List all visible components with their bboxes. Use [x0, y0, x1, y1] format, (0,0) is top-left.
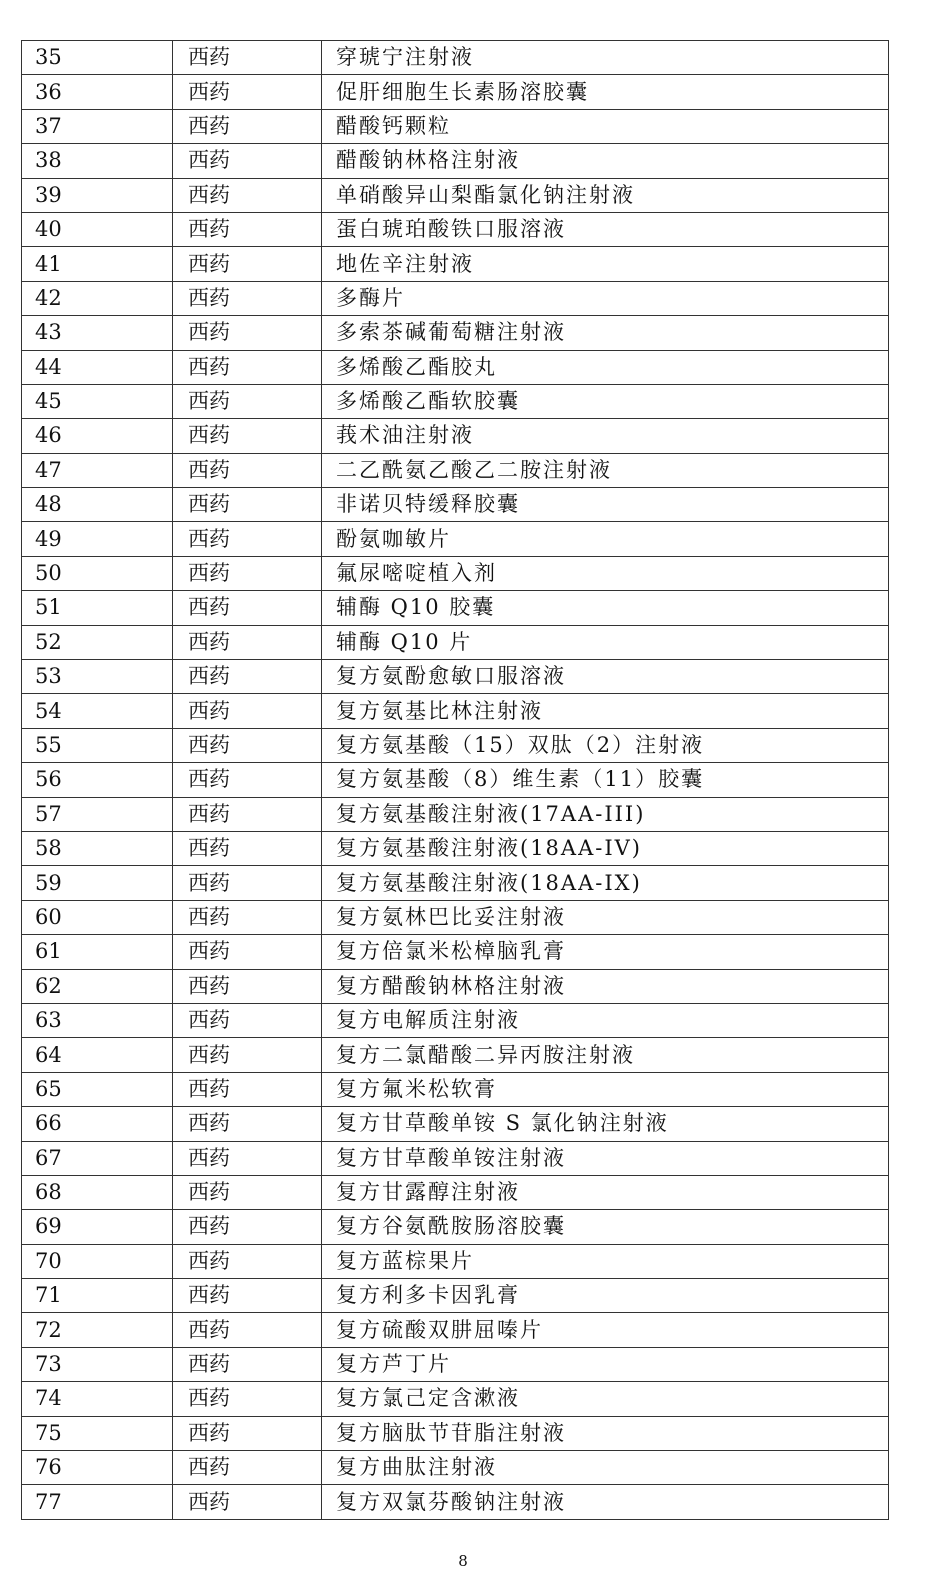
row-drug-name: 地佐辛注射液 — [322, 247, 889, 281]
table-row — [22, 625, 889, 659]
row-number: 63 — [22, 1003, 173, 1037]
row-number: 43 — [22, 316, 173, 350]
row-number: 71 — [22, 1279, 173, 1313]
row-drug-name: 复方氨基酸（8）维生素（11）胶囊 — [322, 763, 889, 797]
table-row — [22, 1279, 889, 1313]
row-drug-name: 二乙酰氨乙酸乙二胺注射液 — [322, 453, 889, 487]
table-row — [22, 900, 889, 934]
row-category: 西药 — [173, 969, 322, 1003]
table-row — [22, 1382, 889, 1416]
row-category: 西药 — [173, 41, 322, 75]
row-category: 西药 — [173, 728, 322, 762]
row-category: 西药 — [173, 75, 322, 109]
row-number: 40 — [22, 212, 173, 246]
row-number: 65 — [22, 1072, 173, 1106]
row-category: 西药 — [173, 212, 322, 246]
row-number: 70 — [22, 1244, 173, 1278]
row-number: 75 — [22, 1416, 173, 1450]
row-category: 西药 — [173, 1244, 322, 1278]
table-row — [22, 316, 889, 350]
row-category: 西药 — [173, 247, 322, 281]
row-drug-name: 穿琥宁注射液 — [322, 41, 889, 75]
row-drug-name: 多酶片 — [322, 281, 889, 315]
row-category: 西药 — [173, 316, 322, 350]
table-row — [22, 694, 889, 728]
row-drug-name: 蛋白琥珀酸铁口服溶液 — [322, 212, 889, 246]
row-number: 59 — [22, 866, 173, 900]
row-number: 61 — [22, 935, 173, 969]
row-category: 西药 — [173, 350, 322, 384]
row-number: 60 — [22, 900, 173, 934]
row-category: 西药 — [173, 419, 322, 453]
table-row — [22, 522, 889, 556]
row-category: 西药 — [173, 591, 322, 625]
row-category: 西药 — [173, 763, 322, 797]
row-number: 46 — [22, 419, 173, 453]
row-category: 西药 — [173, 453, 322, 487]
row-drug-name: 辅酶 Q10 片 — [322, 625, 889, 659]
row-drug-name: 复方硫酸双肼屈嗪片 — [322, 1313, 889, 1347]
drug-list-table — [21, 40, 889, 1520]
table-row — [22, 247, 889, 281]
row-number: 73 — [22, 1347, 173, 1381]
table-row — [22, 1038, 889, 1072]
row-drug-name: 复方脑肽节苷脂注射液 — [322, 1416, 889, 1450]
row-number: 38 — [22, 144, 173, 178]
table-row — [22, 1313, 889, 1347]
row-category: 西药 — [173, 1141, 322, 1175]
row-number: 57 — [22, 797, 173, 831]
row-drug-name: 复方曲肽注射液 — [322, 1451, 889, 1485]
row-drug-name: 复方氨基比林注射液 — [322, 694, 889, 728]
row-category: 西药 — [173, 384, 322, 418]
row-drug-name: 复方甘露醇注射液 — [322, 1175, 889, 1209]
row-number: 45 — [22, 384, 173, 418]
table-row — [22, 1072, 889, 1106]
table-row — [22, 969, 889, 1003]
row-drug-name: 复方氨基酸（15）双肽（2）注射液 — [322, 728, 889, 762]
table-row — [22, 797, 889, 831]
row-number: 56 — [22, 763, 173, 797]
row-category: 西药 — [173, 1485, 322, 1519]
row-drug-name: 复方甘草酸单铵 S 氯化钠注射液 — [322, 1107, 889, 1141]
row-drug-name: 复方芦丁片 — [322, 1347, 889, 1381]
table-row — [22, 212, 889, 246]
row-drug-name: 复方谷氨酰胺肠溶胶囊 — [322, 1210, 889, 1244]
row-drug-name: 单硝酸异山梨酯氯化钠注射液 — [322, 178, 889, 212]
table-row — [22, 1210, 889, 1244]
page-number: 8 — [458, 1552, 468, 1570]
table-row — [22, 453, 889, 487]
row-drug-name: 复方氟米松软膏 — [322, 1072, 889, 1106]
row-number: 42 — [22, 281, 173, 315]
row-category: 西药 — [173, 109, 322, 143]
row-category: 西药 — [173, 694, 322, 728]
row-number: 64 — [22, 1038, 173, 1072]
row-number: 72 — [22, 1313, 173, 1347]
row-drug-name: 复方氨基酸注射液(17AA-III) — [322, 797, 889, 831]
row-drug-name: 复方电解质注射液 — [322, 1003, 889, 1037]
row-category: 西药 — [173, 1175, 322, 1209]
row-category: 西药 — [173, 1347, 322, 1381]
table-row — [22, 419, 889, 453]
row-drug-name: 非诺贝特缓释胶囊 — [322, 488, 889, 522]
table-row — [22, 1485, 889, 1519]
row-number: 67 — [22, 1141, 173, 1175]
table-row — [22, 556, 889, 590]
table-row — [22, 1003, 889, 1037]
table-body — [22, 41, 889, 1520]
row-number: 74 — [22, 1382, 173, 1416]
row-number: 41 — [22, 247, 173, 281]
table-row — [22, 1451, 889, 1485]
row-drug-name: 多烯酸乙酯胶丸 — [322, 350, 889, 384]
row-category: 西药 — [173, 1107, 322, 1141]
row-number: 76 — [22, 1451, 173, 1485]
row-drug-name: 多索茶碱葡萄糖注射液 — [322, 316, 889, 350]
row-number: 53 — [22, 660, 173, 694]
row-category: 西药 — [173, 1416, 322, 1450]
row-number: 66 — [22, 1107, 173, 1141]
row-drug-name: 复方倍氯米松樟脑乳膏 — [322, 935, 889, 969]
table-row — [22, 1416, 889, 1450]
row-category: 西药 — [173, 866, 322, 900]
row-category: 西药 — [173, 900, 322, 934]
row-number: 52 — [22, 625, 173, 659]
row-drug-name: 复方氯己定含漱液 — [322, 1382, 889, 1416]
table-row — [22, 1175, 889, 1209]
row-drug-name: 复方二氯醋酸二异丙胺注射液 — [322, 1038, 889, 1072]
row-category: 西药 — [173, 1382, 322, 1416]
row-drug-name: 复方蓝棕果片 — [322, 1244, 889, 1278]
row-drug-name: 复方双氯芬酸钠注射液 — [322, 1485, 889, 1519]
row-number: 49 — [22, 522, 173, 556]
table-row — [22, 144, 889, 178]
table-row — [22, 384, 889, 418]
row-category: 西药 — [173, 1038, 322, 1072]
table-row — [22, 1107, 889, 1141]
table-row — [22, 831, 889, 865]
row-drug-name: 氟尿嘧啶植入剂 — [322, 556, 889, 590]
table-row — [22, 75, 889, 109]
table-row — [22, 178, 889, 212]
table-row — [22, 41, 889, 75]
row-drug-name: 复方氨基酸注射液(18AA-IV) — [322, 831, 889, 865]
row-number: 47 — [22, 453, 173, 487]
row-category: 西药 — [173, 1451, 322, 1485]
row-number: 58 — [22, 831, 173, 865]
table-row — [22, 1244, 889, 1278]
row-drug-name: 醋酸钙颗粒 — [322, 109, 889, 143]
table-row — [22, 763, 889, 797]
row-number: 77 — [22, 1485, 173, 1519]
row-number: 36 — [22, 75, 173, 109]
row-category: 西药 — [173, 488, 322, 522]
row-number: 39 — [22, 178, 173, 212]
row-category: 西药 — [173, 1072, 322, 1106]
row-category: 西药 — [173, 660, 322, 694]
row-drug-name: 辅酶 Q10 胶囊 — [322, 591, 889, 625]
row-number: 48 — [22, 488, 173, 522]
table-row — [22, 1347, 889, 1381]
row-number: 51 — [22, 591, 173, 625]
row-number: 35 — [22, 41, 173, 75]
row-number: 50 — [22, 556, 173, 590]
row-category: 西药 — [173, 522, 322, 556]
row-drug-name: 醋酸钠林格注射液 — [322, 144, 889, 178]
table-row — [22, 660, 889, 694]
table-row — [22, 591, 889, 625]
row-drug-name: 复方醋酸钠林格注射液 — [322, 969, 889, 1003]
row-number: 69 — [22, 1210, 173, 1244]
row-category: 西药 — [173, 625, 322, 659]
row-category: 西药 — [173, 935, 322, 969]
row-number: 68 — [22, 1175, 173, 1209]
row-category: 西药 — [173, 1279, 322, 1313]
row-category: 西药 — [173, 144, 322, 178]
row-number: 37 — [22, 109, 173, 143]
row-drug-name: 酚氨咖敏片 — [322, 522, 889, 556]
row-drug-name: 促肝细胞生长素肠溶胶囊 — [322, 75, 889, 109]
row-number: 62 — [22, 969, 173, 1003]
table-row — [22, 728, 889, 762]
row-category: 西药 — [173, 1210, 322, 1244]
table-row — [22, 109, 889, 143]
row-category: 西药 — [173, 281, 322, 315]
row-drug-name: 复方氨基酸注射液(18AA-IX) — [322, 866, 889, 900]
row-category: 西药 — [173, 1003, 322, 1037]
table-row — [22, 935, 889, 969]
row-number: 55 — [22, 728, 173, 762]
row-category: 西药 — [173, 831, 322, 865]
table-row — [22, 488, 889, 522]
table-row — [22, 1141, 889, 1175]
row-category: 西药 — [173, 797, 322, 831]
table-row — [22, 350, 889, 384]
row-drug-name: 莪术油注射液 — [322, 419, 889, 453]
row-drug-name: 复方氨林巴比妥注射液 — [322, 900, 889, 934]
row-category: 西药 — [173, 1313, 322, 1347]
row-drug-name: 复方利多卡因乳膏 — [322, 1279, 889, 1313]
row-category: 西药 — [173, 556, 322, 590]
row-category: 西药 — [173, 178, 322, 212]
row-drug-name: 复方甘草酸单铵注射液 — [322, 1141, 889, 1175]
row-number: 44 — [22, 350, 173, 384]
row-drug-name: 多烯酸乙酯软胶囊 — [322, 384, 889, 418]
table-row — [22, 281, 889, 315]
table-row — [22, 866, 889, 900]
row-number: 54 — [22, 694, 173, 728]
row-drug-name: 复方氨酚愈敏口服溶液 — [322, 660, 889, 694]
